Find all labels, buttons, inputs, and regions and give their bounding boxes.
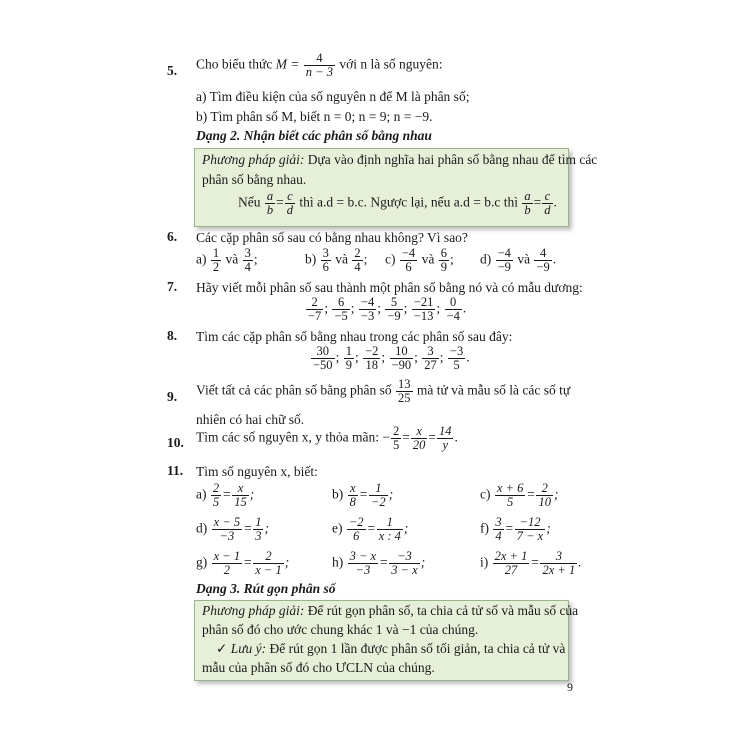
exercise-7-number: 7.	[167, 279, 178, 294]
rule-frac-cd: $\frac{c}{d}$	[286, 189, 293, 217]
fraction: $\frac{1}{9}$	[345, 344, 352, 372]
section-2-method-label: Phương pháp giải:	[202, 152, 305, 167]
section-3-note-text1: Để rút gọn 1 lần được phân số tối giản, ta chia cả tử và	[269, 641, 566, 656]
fraction: $\frac{-2}{18}$	[365, 344, 379, 372]
exercise-5-part-b: b) Tìm phân số M, biết n = 0; n = 9; n = −9.	[196, 109, 433, 124]
fraction: $\frac{-4}{-3}$	[360, 295, 375, 323]
exercise-9-line2: nhiên có hai chữ số.	[196, 412, 305, 427]
section-2-method-line2: phân số bằng nhau.	[202, 172, 307, 187]
exercise-11-b: b) $\frac{x}{8}$ = $\frac{1}{-2}$ ;	[332, 481, 394, 509]
exercise-11-question: Tìm số nguyên x, biết:	[196, 464, 318, 479]
exercise-7-question: Hãy viết mỗi phân số sau thành một phân số bằng nó và có mẫu dương:	[196, 280, 583, 295]
exercise-10-question: Tìm các số nguyên x, y thỏa mãn: − $\frac{2}{5}$ = $\frac{x}{20}$ = $\frac{14}{y}$ .	[196, 424, 458, 452]
section-3-method-label: Phương pháp giải:	[202, 603, 305, 618]
check-icon: ✓	[216, 641, 228, 656]
section-3-note-line2: mẫu của phân số đó cho ƯCLN của chúng.	[202, 660, 435, 675]
exercise-5-m-lhs: M =	[275, 56, 300, 72]
rule-frac-cd-2: $\frac{c}{d}$	[544, 189, 551, 217]
exercise-11-c: c) $\frac{x + 6}{5}$ = $\frac{2}{10}$ ;	[480, 481, 559, 509]
exercise-5-number: 5.	[167, 63, 178, 78]
fraction: $\frac{10}{-90}$	[391, 344, 412, 372]
fraction: $\frac{0}{-4}$	[446, 295, 460, 323]
exercise-5-intro: Cho biểu thức	[196, 56, 273, 72]
rule-frac-ab: $\frac{a}{b}$	[266, 189, 274, 217]
exercise-11-i: i) $\frac{2x + 1}{27}$ = $\frac{3}{2x + 1}$ .	[480, 549, 582, 577]
section-2-title: Dạng 2. Nhận biết các phân số bằng nhau	[196, 128, 432, 143]
fraction: $\frac{30}{-50}$	[313, 344, 333, 372]
exercise-9-number: 9.	[167, 389, 178, 404]
fraction: $\frac{2}{-7}$	[308, 295, 322, 323]
page-number: 9	[567, 680, 573, 694]
section-3-note-line1	[216, 640, 565, 658]
section-2-rule: Nếu $\frac{a}{b}$ = $\frac{c}{d}$ thì a.d = b.c. Ngược lại, nếu a.d = b.c thì $\frac{a}{b}$ = $\frac{c}{d}$ .	[238, 189, 557, 217]
fraction: $\frac{-21}{-13}$	[413, 295, 434, 323]
section-3-method-text1: Để rút gọn phân số, ta chia cả tử số và mẫu số của	[307, 603, 579, 618]
exercise-11-e: e) $\frac{-2}{6}$ = $\frac{1}{x : 4}$ ;	[332, 515, 409, 543]
fraction: $\frac{-3}{5}$	[449, 344, 464, 372]
exercise-8-number: 8.	[167, 328, 178, 343]
exercise-8-fractions: $\frac{30}{-50}$ ; $\frac{1}{9}$ ; $\frac{-2}{18}$ ; $\frac{10}{-90}$ ; $\frac{3}{27}$ ; $\frac{-3}{5}$ .	[313, 344, 470, 372]
exercise-8-question: Tìm các cặp phân số bằng nhau trong các phân số sau đây:	[196, 329, 513, 344]
section-3-method-line1	[202, 602, 578, 620]
exercise-6-c: c) $\frac{-4}{6}$ và $\frac{6}{9}$ ;	[385, 246, 454, 274]
exercise-6-a: a) $\frac{1}{2}$ và $\frac{3}{4}$ ;	[196, 246, 258, 274]
exercise-11-number: 11.	[167, 463, 184, 478]
exercise-10-number: 10.	[167, 435, 184, 450]
exercise-7-fractions: $\frac{2}{-7}$ ; $\frac{6}{-5}$ ; $\frac{-4}{-3}$ ; $\frac{5}{-9}$ ; $\frac{-21}{-13}$ ; $\frac{0}{-4}$ .	[308, 295, 467, 323]
exercise-5-statement	[196, 52, 443, 79]
exercise-11-f: f) $\frac{3}{4}$ = $\frac{-12}{7 - x}$ ;	[480, 515, 551, 543]
section-3-title: Dạng 3. Rút gọn phân số	[196, 581, 336, 596]
section-3-method-line2: phân số đó cho ước chung khác 1 và −1 của chúng.	[202, 622, 479, 637]
fraction: $\frac{3}{27}$	[424, 344, 437, 372]
exercise-6-number: 6.	[167, 229, 178, 244]
exercise-11-d: d) $\frac{x - 5}{-3}$ = $\frac{1}{3}$ ;	[196, 515, 269, 543]
rule-then: thì a.d = b.c. Ngược lại, nếu a.d = b.c thì	[299, 194, 519, 210]
exercise-6-d: d) $\frac{-4}{-9}$ và $\frac{4}{-9}$ .	[480, 246, 557, 274]
fraction: $\frac{5}{-9}$	[387, 295, 401, 323]
section-2-method-line1	[202, 151, 597, 169]
exercise-9-line1: Viết tất cả các phân số bằng phân số $\frac{13}{25}$ mà tử và mẫu số là các số tự	[196, 377, 571, 405]
exercise-11-a: a) $\frac{2}{5}$ = $\frac{x}{15}$ ;	[196, 481, 255, 509]
rule-frac-ab-2: $\frac{a}{b}$	[524, 189, 531, 217]
exercise-5-tail: với n là số nguyên:	[339, 56, 443, 72]
exercise-6-b: b) $\frac{3}{6}$ và $\frac{2}{4}$ ;	[305, 246, 368, 274]
rule-if: Nếu	[238, 194, 261, 210]
exercise-6-question: Các cặp phân số sau có bằng nhau không? Vì sao?	[196, 230, 468, 245]
section-2-method-text1: Dựa vào định nghĩa hai phân số bằng nhau để tìm các	[307, 152, 598, 167]
fraction: $\frac{6}{-5}$	[334, 295, 348, 323]
exercise-11-g: g) $\frac{x - 1}{2}$ = $\frac{2}{x - 1}$ ;	[196, 549, 290, 577]
section-3-note-label: Lưu ý:	[230, 641, 267, 656]
exercise-11-h: h) $\frac{3 - x}{-3}$ = $\frac{-3}{3 - x}$ ;	[332, 549, 426, 577]
exercise-5-m-fraction: $\frac{4}{n - 3}$	[305, 51, 333, 79]
exercise-5-part-a: a) Tìm điều kiện của số nguyên n để M là phân số;	[196, 89, 470, 104]
